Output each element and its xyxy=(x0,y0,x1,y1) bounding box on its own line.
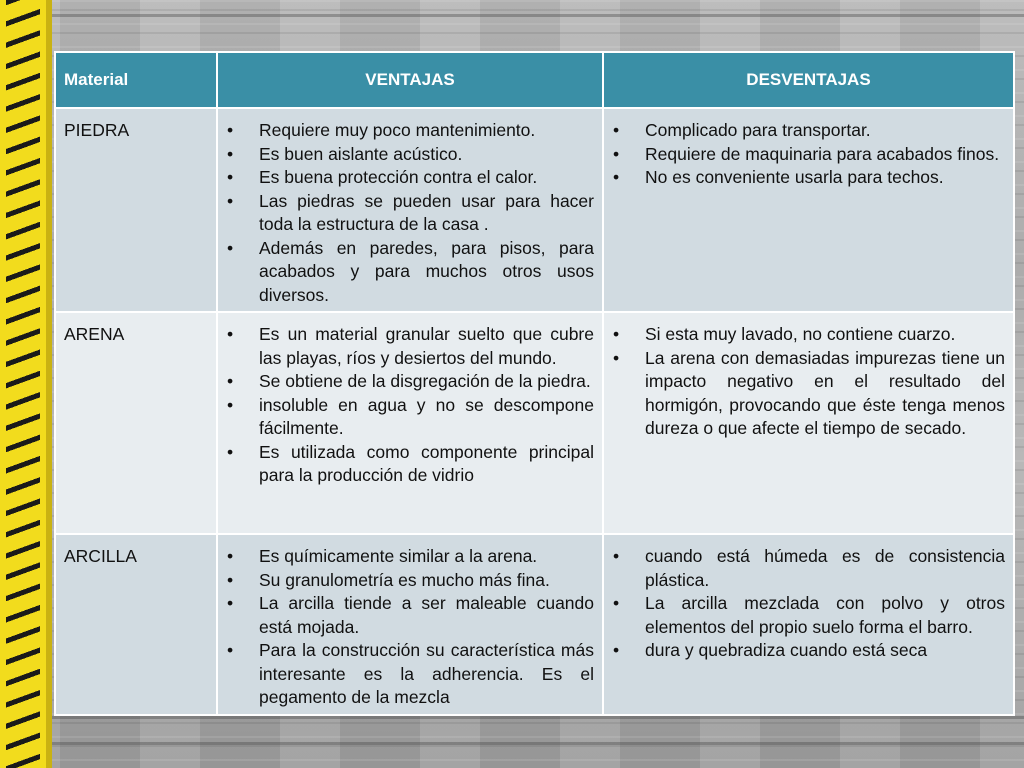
list-item-text: Es buen aislante acústico. xyxy=(259,143,463,164)
list-item xyxy=(226,592,594,639)
desventajas-list xyxy=(612,545,1005,663)
list-item-text: Las piedras se pueden usar para hacer toda la estructura de la casa . xyxy=(259,190,594,234)
ventajas-cell xyxy=(217,312,603,534)
materials-comparison-table xyxy=(54,51,1015,716)
list-item-text: Es utilizada como componente principal para la producción de vidrio xyxy=(259,441,594,485)
bullet-icon: • xyxy=(227,394,234,415)
material-name-cell: PIEDRA xyxy=(55,108,217,312)
ventajas-list xyxy=(226,323,594,488)
list-item-text: Es buena protección contra el calor. xyxy=(259,167,538,187)
bullet-icon: • xyxy=(227,237,234,258)
ventajas-list xyxy=(226,119,594,307)
table-row xyxy=(55,312,1014,534)
list-item xyxy=(612,639,1005,663)
list-item xyxy=(226,569,594,593)
list-item xyxy=(226,237,594,308)
comparison-table-container xyxy=(54,51,1013,707)
list-item xyxy=(226,639,594,710)
bullet-icon: • xyxy=(613,324,620,344)
header-desventajas: DESVENTAJAS xyxy=(603,52,1014,108)
list-item-text: Además en paredes, para pisos, para acabados y para muchos otros usos diversos. xyxy=(259,237,594,305)
caution-tape-decoration xyxy=(0,0,52,768)
caution-tape-dashes xyxy=(6,0,40,768)
header-ventajas: VENTAJAS xyxy=(217,52,603,108)
list-item-text: Si esta muy lavado, no contiene cuarzo. xyxy=(645,324,956,344)
bullet-icon: • xyxy=(227,441,234,462)
bullet-icon: • xyxy=(613,546,620,566)
list-item-text: Para la construcción su característica más interesante es la adherencia. Es el pegamento de la mezcla xyxy=(259,640,594,707)
list-item-text: Requiere muy poco mantenimiento. xyxy=(259,120,536,140)
list-item xyxy=(226,323,594,370)
list-item-text: No es conveniente usarla para techos. xyxy=(645,167,944,187)
ventajas-list xyxy=(226,545,594,710)
list-item xyxy=(226,441,594,488)
list-item-text: insoluble en agua y no se descompone fácilmente. xyxy=(259,394,594,438)
caution-tape-edge xyxy=(46,0,52,768)
material-name-cell: ARENA xyxy=(55,312,217,534)
wood-plank-seam xyxy=(0,716,1024,719)
desventajas-cell xyxy=(603,108,1014,312)
table-body xyxy=(55,108,1014,715)
bullet-icon: • xyxy=(613,120,620,140)
list-item xyxy=(612,166,1005,190)
list-item-text: Requiere de maquinaria para acabados finos. xyxy=(645,143,1000,164)
bullet-icon: • xyxy=(613,640,620,660)
list-item-text: Su granulometría es mucho más fina. xyxy=(259,569,550,590)
bullet-icon: • xyxy=(227,593,234,613)
bullet-icon: • xyxy=(227,640,234,660)
bullet-icon: • xyxy=(613,347,620,368)
desventajas-list xyxy=(612,119,1005,190)
list-item-text: dura y quebradiza cuando está seca xyxy=(645,640,928,660)
bullet-icon: • xyxy=(227,120,234,140)
ventajas-cell xyxy=(217,534,603,715)
list-item xyxy=(226,394,594,441)
list-item xyxy=(226,545,594,569)
wood-plank-seam xyxy=(0,14,1024,17)
list-item-text: La arcilla mezclada con polvo y otros elementos del propio suelo forma el barro. xyxy=(645,593,1005,637)
list-item-text: Se obtiene de la disgregación de la piedra. xyxy=(259,371,591,391)
bullet-icon: • xyxy=(227,324,234,344)
list-item-text: La arena con demasiadas impurezas tiene un impacto negativo en el resultado del hormigón, provocando que éste tenga menos dureza o que afecte el tiempo de secado. xyxy=(645,347,1005,438)
list-item xyxy=(226,166,594,190)
desventajas-list xyxy=(612,323,1005,441)
list-item xyxy=(226,119,594,143)
list-item xyxy=(226,190,594,237)
list-item xyxy=(612,119,1005,143)
list-item xyxy=(612,347,1005,441)
list-item-text: La arcilla tiende a ser maleable cuando está mojada. xyxy=(259,593,594,637)
table-row xyxy=(55,108,1014,312)
list-item xyxy=(612,592,1005,639)
list-item-text: Es químicamente similar a la arena. xyxy=(259,546,538,566)
list-item xyxy=(612,323,1005,347)
ventajas-cell xyxy=(217,108,603,312)
list-item xyxy=(612,545,1005,592)
list-item xyxy=(612,143,1005,167)
desventajas-cell xyxy=(603,534,1014,715)
bullet-icon: • xyxy=(227,167,234,187)
bullet-icon: • xyxy=(227,569,234,590)
bullet-icon: • xyxy=(227,190,234,211)
bullet-icon: • xyxy=(613,593,620,613)
list-item-text: Complicado para transportar. xyxy=(645,120,871,140)
wood-plank-seam xyxy=(0,742,1024,745)
table-header-row xyxy=(55,52,1014,108)
list-item-text: cuando está húmeda es de consistencia plástica. xyxy=(645,546,1005,590)
material-name-cell: ARCILLA xyxy=(55,534,217,715)
bullet-icon: • xyxy=(227,546,234,566)
bullet-icon: • xyxy=(613,143,620,164)
list-item xyxy=(226,370,594,394)
desventajas-cell xyxy=(603,312,1014,534)
bullet-icon: • xyxy=(227,143,234,164)
bullet-icon: • xyxy=(227,371,234,391)
bullet-icon: • xyxy=(613,167,620,187)
list-item-text: Es un material granular suelto que cubre las playas, ríos y desiertos del mundo. xyxy=(259,324,594,368)
header-material: Material xyxy=(55,52,217,108)
table-row xyxy=(55,534,1014,715)
list-item xyxy=(226,143,594,167)
